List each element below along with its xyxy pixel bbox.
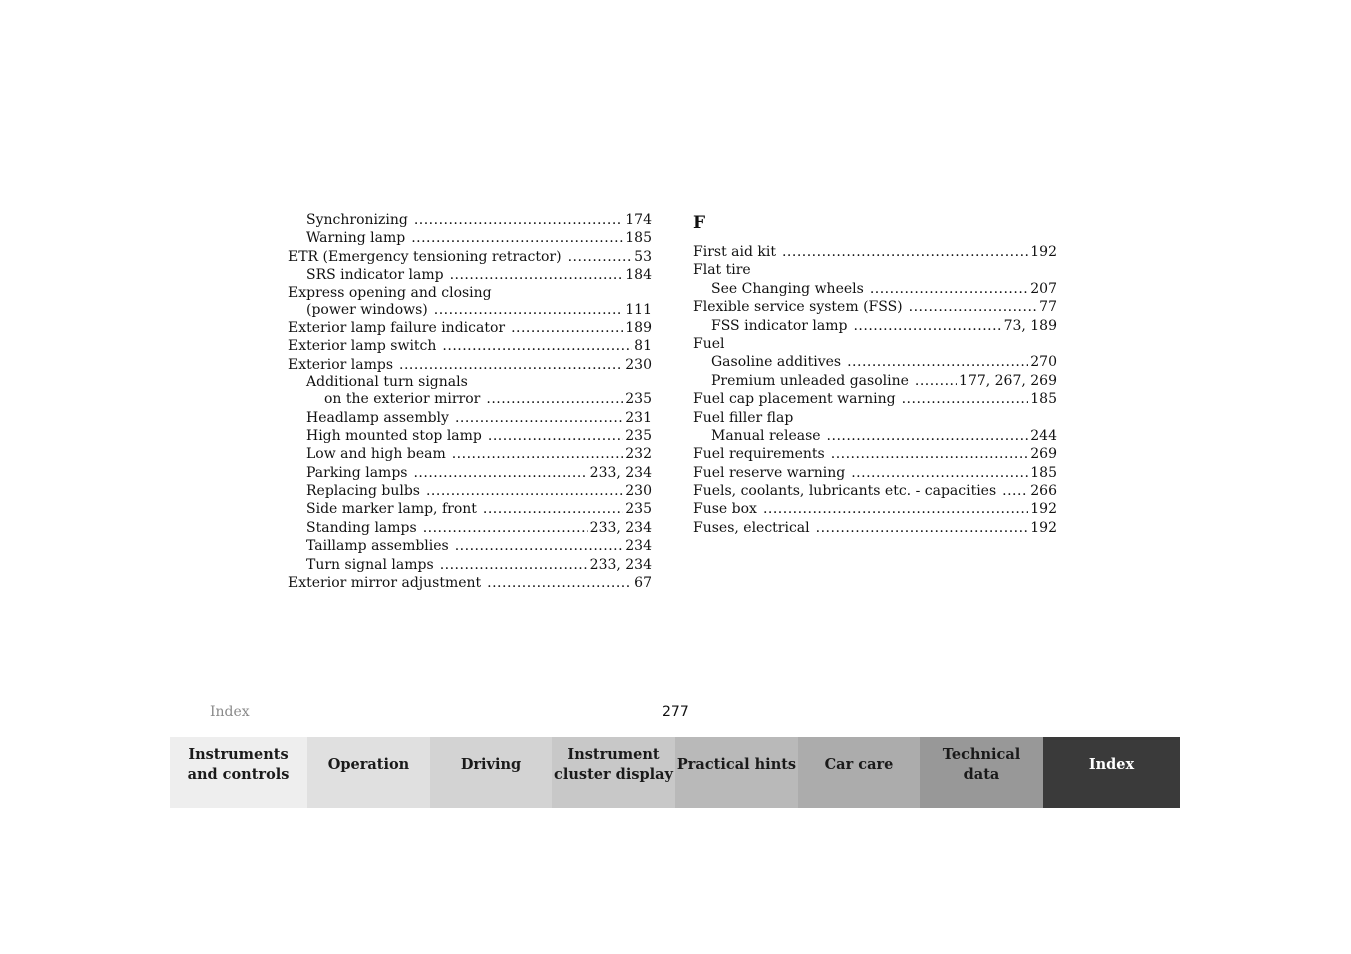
dot-leader <box>782 243 1028 261</box>
index-entry <box>288 427 652 445</box>
index-entry-page: 177, 267, 269 <box>959 372 1057 389</box>
index-entry-page: 235 <box>625 427 652 444</box>
index-entry-label: Premium unleaded gasoline <box>711 372 909 389</box>
index-entry-page: 207 <box>1030 280 1057 297</box>
tab-index[interactable] <box>1043 737 1180 808</box>
index-entry <box>288 356 652 374</box>
dot-leader <box>455 409 623 427</box>
index-entry-page: 270 <box>1030 354 1057 371</box>
index-entry <box>288 500 652 518</box>
index-entry-label: Express opening and closing <box>288 284 492 301</box>
index-entry <box>288 285 652 301</box>
index-entry <box>693 500 1057 518</box>
index-entry-label: SRS indicator lamp <box>306 267 444 284</box>
dot-leader <box>440 556 588 574</box>
index-entry <box>288 574 652 592</box>
index-entry <box>288 337 652 355</box>
index-entry-page: 266 <box>1030 483 1057 500</box>
index-entry-label: Exterior lamps <box>288 356 394 373</box>
tab-label: Car care <box>824 756 894 773</box>
index-entry-page: 244 <box>1030 427 1057 444</box>
dot-leader <box>568 248 633 266</box>
index-entry-page: 233, 234 <box>589 464 652 481</box>
tab-label: Practical hints <box>676 756 797 773</box>
index-entry-label: Headlamp assembly <box>306 409 449 426</box>
index-entry-label: Exterior lamp failure indicator <box>288 319 506 336</box>
index-entry-label: Exterior mirror adjustment <box>288 575 482 592</box>
index-entry <box>693 482 1057 500</box>
index-entry-page: 77 <box>1039 299 1057 316</box>
tab-technical-data[interactable] <box>920 737 1043 808</box>
dot-leader <box>486 390 623 408</box>
dot-leader <box>442 337 632 355</box>
index-entry-page: 184 <box>625 267 652 284</box>
index-entry <box>693 409 1057 427</box>
index-entry-label: Additional turn signals <box>306 374 468 391</box>
index-entry-label: Fuses, electrical <box>693 519 810 536</box>
index-entry <box>693 445 1057 463</box>
dot-leader <box>413 464 587 482</box>
index-entry-label: Flexible service system (FSS) <box>693 299 903 316</box>
index-entry <box>288 464 652 482</box>
index-entry-page: 234 <box>625 538 652 555</box>
index-entry-page: 67 <box>634 575 652 592</box>
index-entry <box>288 519 652 537</box>
index-entry <box>693 335 1057 353</box>
tab-driving[interactable] <box>430 737 552 808</box>
dot-leader <box>426 482 623 500</box>
index-entry <box>288 374 652 390</box>
index-entry-label: Turn signal lamps <box>306 556 434 573</box>
index-entry-label: Fuse box <box>693 501 757 518</box>
dot-leader <box>414 211 623 229</box>
index-entry-page: 81 <box>634 338 652 355</box>
index-entry-label: Fuel filler flap <box>693 409 794 426</box>
index-entry-label: First aid kit <box>693 244 776 260</box>
dot-leader <box>915 372 957 390</box>
index-entry <box>288 319 652 337</box>
index-entry-page: 232 <box>625 446 652 463</box>
dot-leader <box>452 445 624 463</box>
index-entry-label: Synchronizing <box>306 212 408 228</box>
index-entry-label: Side marker lamp, front <box>306 501 477 518</box>
index-entry-page: 235 <box>625 501 652 518</box>
index-entry <box>693 427 1057 445</box>
index-entry-page: 230 <box>625 483 652 500</box>
dot-leader <box>902 390 1029 408</box>
tab-label: Operation <box>327 756 410 773</box>
index-entry-label: Flat tire <box>693 262 751 279</box>
index-entry-label: FSS indicator lamp <box>711 317 848 334</box>
index-entry-label: Gasoline additives <box>711 354 842 371</box>
index-entry <box>693 372 1057 390</box>
index-entry-page: 53 <box>634 248 652 265</box>
index-entry <box>693 298 1057 316</box>
index-entry-page: 235 <box>625 391 652 408</box>
index-entry <box>288 211 652 229</box>
index-entry-label: See Changing wheels <box>711 280 864 297</box>
index-entry <box>693 280 1057 298</box>
index-entry <box>288 556 652 574</box>
index-entry <box>288 537 652 555</box>
dot-leader <box>1002 482 1028 500</box>
dot-leader <box>488 427 623 445</box>
index-entry-label: Replacing bulbs <box>306 483 420 500</box>
index-entry-label: Standing lamps <box>306 519 417 536</box>
dot-leader <box>411 229 623 247</box>
index-entry-page: 269 <box>1030 446 1057 463</box>
chapter-tab-bar <box>170 737 1180 808</box>
index-entry-label: Manual release <box>711 427 821 444</box>
index-column-right <box>693 211 1057 537</box>
dot-leader <box>423 519 588 537</box>
index-entry-page: 185 <box>625 230 652 247</box>
index-entry <box>693 353 1057 371</box>
index-entry <box>288 409 652 427</box>
index-entry <box>693 390 1057 408</box>
tab-label: Index <box>1088 756 1135 773</box>
page-number: 277 <box>662 704 689 720</box>
index-entry-label: Fuel requirements <box>693 446 825 463</box>
tab-label: Driving <box>460 756 522 773</box>
tab-instruments-and-controls[interactable] <box>170 737 307 808</box>
index-entry-page: 192 <box>1030 244 1057 260</box>
index-entry-label: High mounted stop lamp <box>306 427 482 444</box>
index-entry-page: 230 <box>625 356 652 373</box>
index-entry <box>693 519 1057 537</box>
dot-leader <box>816 519 1029 537</box>
dot-leader <box>511 319 623 337</box>
index-entry-page: 192 <box>1030 519 1057 536</box>
index-entry <box>288 248 652 266</box>
index-entries-right <box>693 243 1057 537</box>
index-entry-page: 233, 234 <box>589 519 652 536</box>
dot-leader <box>434 301 624 319</box>
dot-leader <box>399 356 623 374</box>
dot-leader <box>483 500 623 518</box>
index-entry-label: Fuel reserve warning <box>693 464 846 481</box>
dot-leader <box>870 280 1028 298</box>
index-column-left <box>288 211 652 592</box>
index-entry-label: Fuel <box>693 335 725 352</box>
index-entry <box>288 390 652 408</box>
dot-leader <box>763 500 1028 518</box>
dot-leader <box>851 464 1028 482</box>
tab-operation[interactable] <box>307 737 430 808</box>
index-entry-page: 189 <box>625 319 652 336</box>
index-entry <box>288 445 652 463</box>
index-entry-label: Fuel cap placement warning <box>693 391 896 408</box>
index-entry-page: 185 <box>1030 464 1057 481</box>
dot-leader <box>827 427 1029 445</box>
index-entry-page: 174 <box>625 212 652 228</box>
dot-leader <box>487 574 632 592</box>
tab-label: Technical data <box>942 746 1021 783</box>
dot-leader <box>831 445 1029 463</box>
index-entry-label: Fuels, coolants, lubricants etc. - capacities <box>693 483 997 500</box>
index-entry-page: 185 <box>1030 391 1057 408</box>
index-entry-page: 233, 234 <box>589 556 652 573</box>
letter-heading: F <box>693 213 706 233</box>
index-entry-label: ETR (Emergency tensioning retractor) <box>288 248 562 265</box>
index-entry <box>288 229 652 247</box>
index-entry <box>288 301 652 319</box>
index-entry <box>693 243 1057 261</box>
dot-leader <box>853 317 1001 335</box>
index-entry <box>693 464 1057 482</box>
index-entry-page: 231 <box>625 409 652 426</box>
index-entry-label: (power windows) <box>306 301 428 318</box>
index-entry-label: Exterior lamp switch <box>288 338 437 355</box>
dot-leader <box>847 353 1028 371</box>
index-entry <box>288 482 652 500</box>
index-entry <box>693 261 1057 279</box>
tab-label: Instrument cluster display <box>554 746 673 783</box>
index-entry-label: Parking lamps <box>306 464 408 481</box>
index-entry <box>693 317 1057 335</box>
index-entry-page: 73, 189 <box>1003 317 1057 334</box>
index-entry-label: Warning lamp <box>306 230 406 247</box>
index-entry-label: Taillamp assemblies <box>306 538 449 555</box>
tab-instrument-cluster-display[interactable] <box>552 737 675 808</box>
index-entry-label: Low and high beam <box>306 446 446 463</box>
dot-leader <box>909 298 1038 316</box>
tab-car-care[interactable] <box>798 737 920 808</box>
footer-section-label: Index <box>210 704 250 720</box>
dot-leader <box>450 266 624 284</box>
index-entry <box>288 266 652 284</box>
index-entry-page: 192 <box>1030 501 1057 518</box>
dot-leader <box>455 537 624 555</box>
tab-label: Instruments and controls <box>187 746 290 783</box>
index-entry-label: on the exterior mirror <box>324 391 481 408</box>
tab-practical-hints[interactable] <box>675 737 798 808</box>
index-entry-page: 111 <box>625 301 652 318</box>
